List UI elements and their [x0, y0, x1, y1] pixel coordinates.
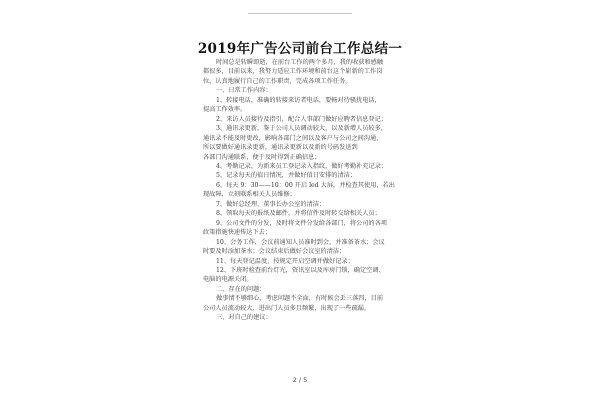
body-line: 8、领取每天的报纸及邮件，并将信件及时转交给相关人员； [216, 210, 381, 218]
document-title: 2019年广告公司前台工作总结一 [197, 41, 403, 57]
section-heading: 三、对自己的建议： [216, 314, 272, 322]
body-line: 位，认真地履行自己的工作职责，完成各项工作任务。 [203, 77, 352, 85]
section-heading: 一、日常工作内容： [216, 87, 272, 95]
body-line: 6、每天 9：30——10：00 开启 led 大屏，并检查其使用，若出 [216, 181, 395, 189]
body-line: 11、每天登记温度，按规定开启空调并做好记录； [216, 257, 354, 265]
body-line: 4、考勤记录，为新来员工登记录入指纹，做好考勤补充记录； [216, 162, 387, 170]
body-line: 电脑的电源关闭。 [203, 276, 253, 284]
body-line: 都很多，目前以来，我努力适应工作环境和前台这个崭新的工作岗 [203, 68, 383, 76]
section-heading: 二、存在的问题： [216, 285, 266, 293]
body-line: 10、会务工作，会议前通知人员准时到会，并准备茶水；会议 [216, 238, 385, 246]
body-line: 提高工作效率。 [203, 106, 247, 114]
body-line: 2、来访人员接待及指引，配合人事部门做好应聘者信息登记； [216, 115, 387, 123]
body-line: 3、通讯录更新，鉴于公司人员调动较大，以及新增人员较多， [216, 125, 387, 133]
body-line: 9、公司文件的分发，及时将文件分发给各部门，将公司的各项 [216, 219, 387, 227]
body-line: 所以要做好通讯录更新，通讯录更新以及新的号码发送到 [203, 144, 358, 152]
document-body [203, 58, 399, 323]
body-line: 时间总是转瞬即逝，在前台工作的两个多月，我的收获和感触 [216, 59, 384, 66]
body-line: 5、记录每天的值日情况，并做好值日安排的清洁； [216, 172, 357, 180]
body-line: 7、做好总经理、董事长办公室的清洁； [216, 200, 326, 208]
body-line: 时要及时添加茶水；会议结束后做好会议室的清洁； [203, 248, 346, 256]
body-line: 现故障，立刻联系相关人员维修； [203, 191, 296, 199]
body-line: 公司人员流动较大，进出门人员多且频繁，出现了一些疏漏。 [203, 304, 371, 312]
header-rule [248, 13, 352, 14]
body-line: 各部门沟通联系，便于及时得到正确信息； [203, 153, 321, 161]
body-line: 政策措施快速传达下去； [203, 229, 272, 237]
page-number: 2 / 5 [292, 376, 308, 384]
body-line: 做事情不够细心，考虑问题不全面，有时候会丢三落四，目前 [216, 295, 384, 303]
body-line: 通讯录不能及时更改，影响各部门之间以及客户与公司之间沟通， [203, 134, 383, 142]
body-line: 1、转接电话，准确的转接来访者电话，要畅对待骚扰电话， [216, 96, 381, 104]
body-line: 12、下班时检查前台灯光，资讯室以及库房门锁，确定空调、 [216, 266, 385, 274]
